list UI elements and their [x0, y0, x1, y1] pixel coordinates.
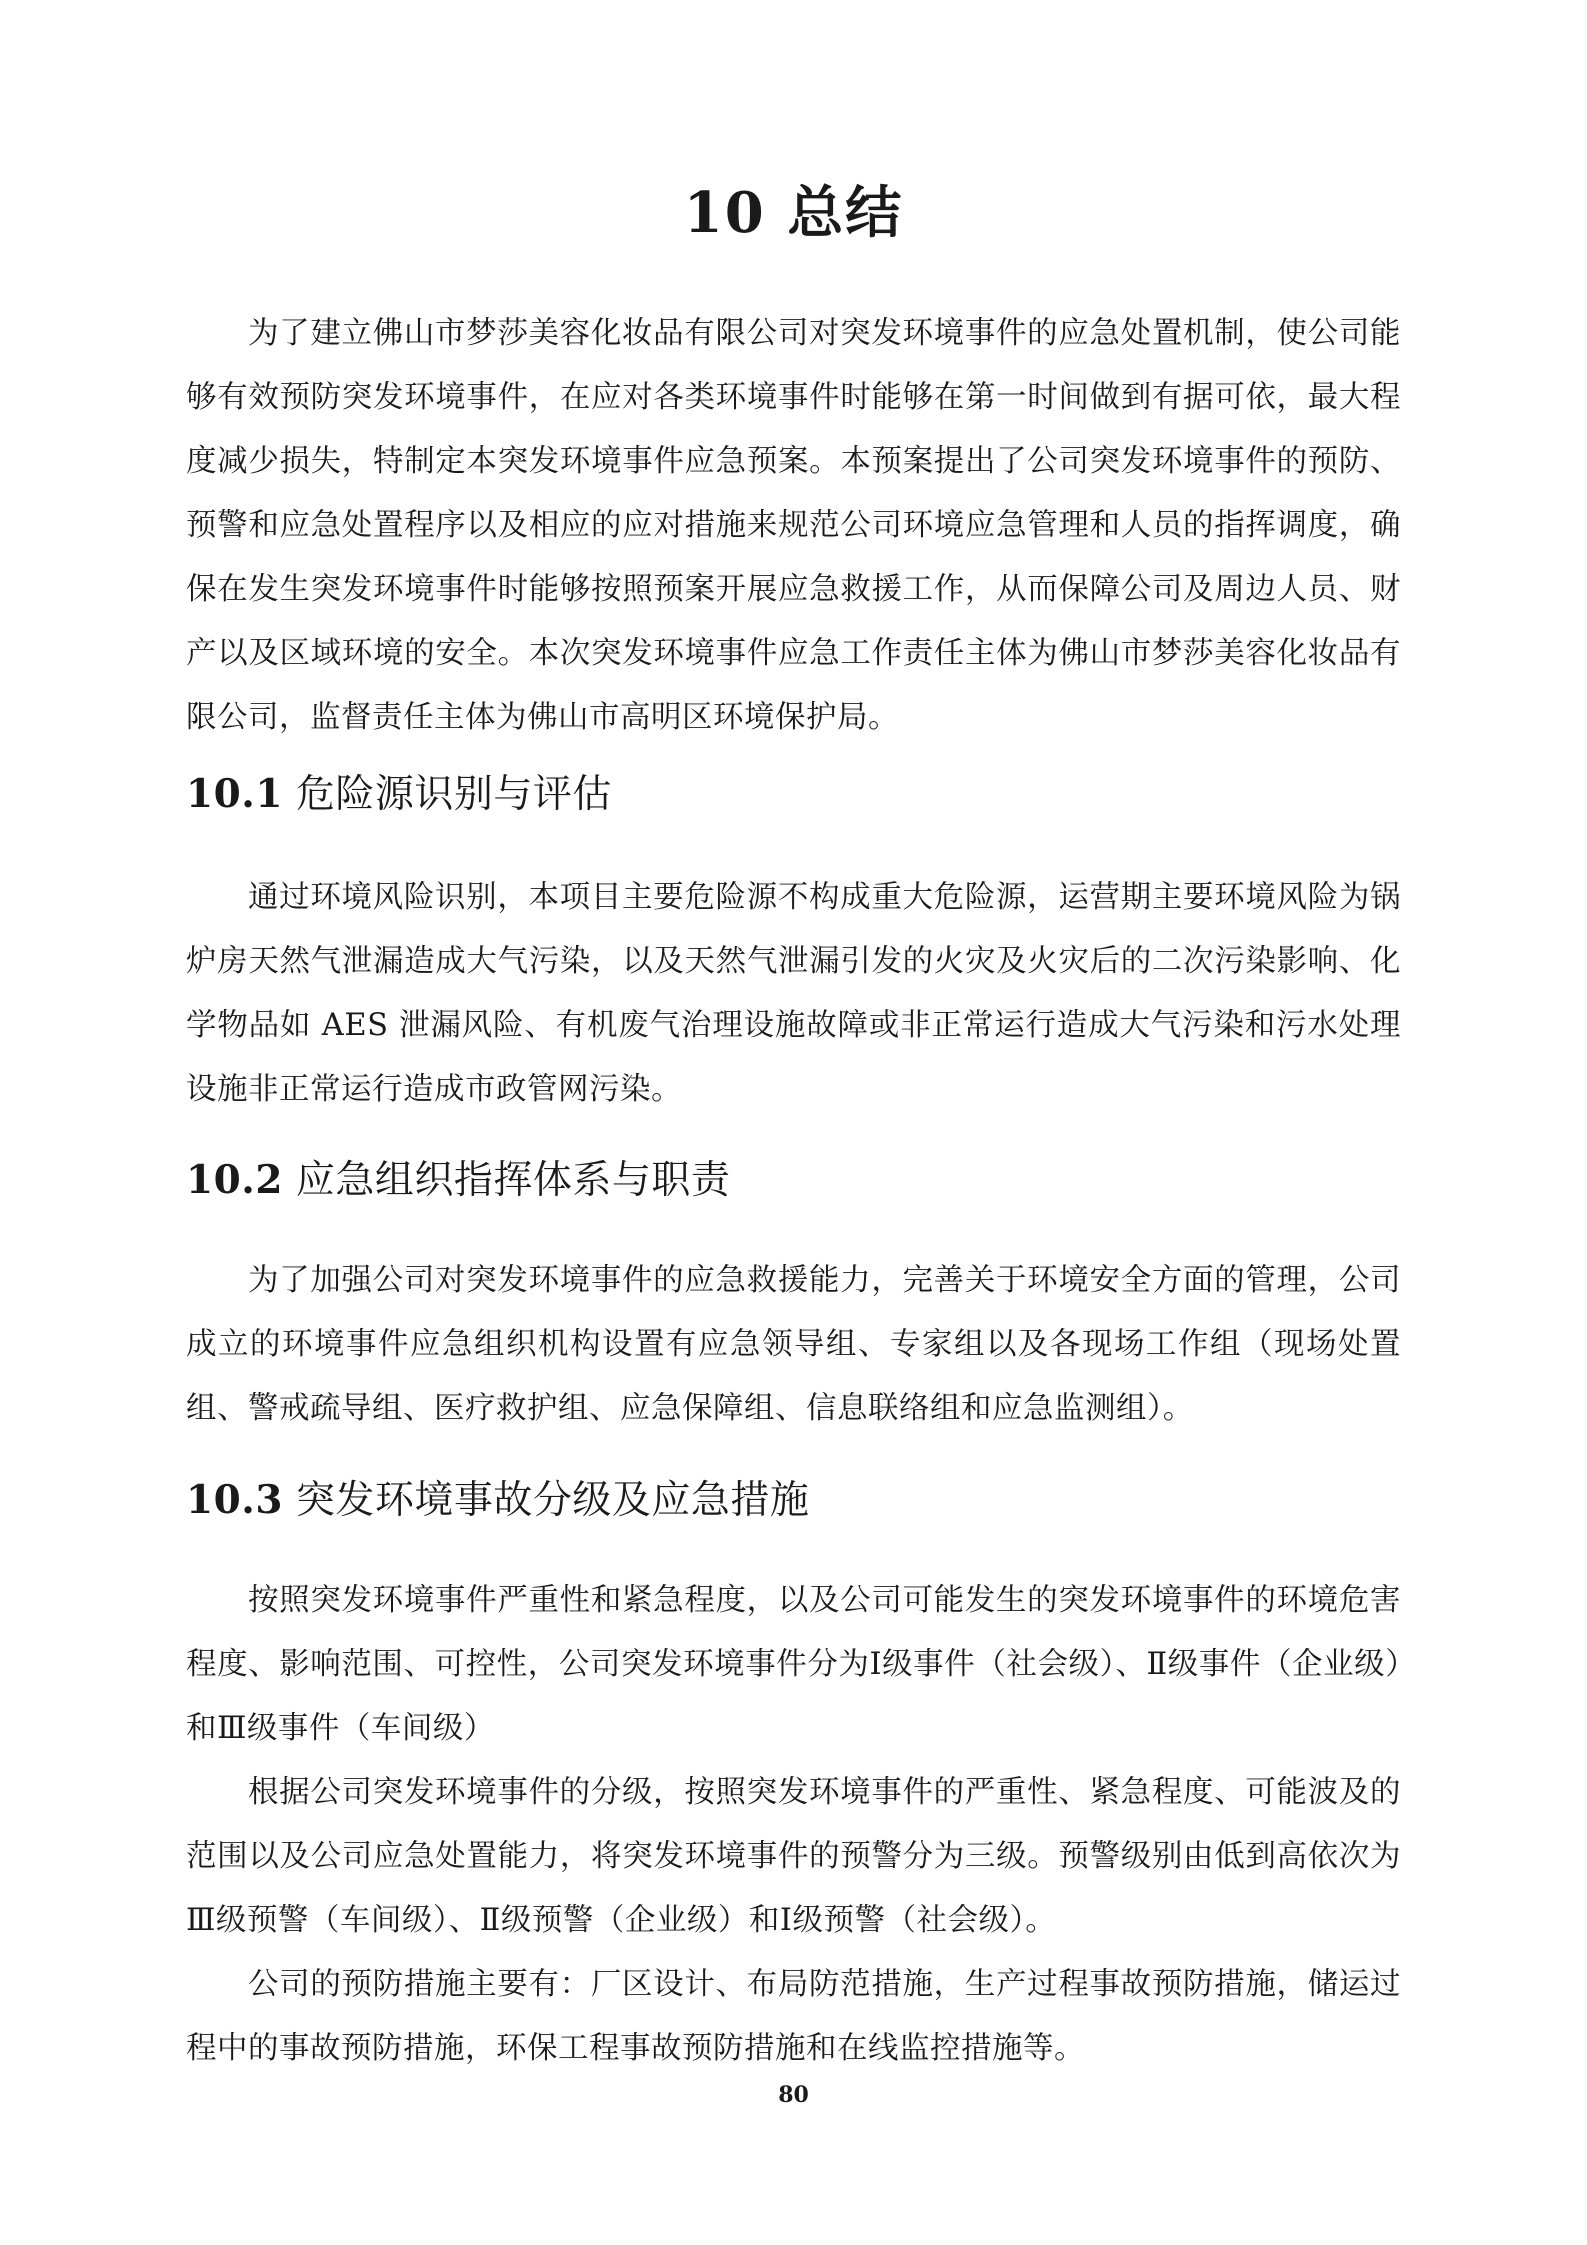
section-heading-10-3 [186, 1470, 1401, 1531]
section-10-3-paragraph-3: 公司的预防措施主要有：厂区设计、布局防范措施，生产过程事故预防措施，储运过程中的事故预防措施，环保工程事故预防措施和在线监控措施等。 [186, 1967, 1401, 2066]
section-10-1-paragraph: 通过环境风险识别，本项目主要危险源不构成重大危险源，运营期主要环境风险为锅炉房天然气泄漏造成大气污染，以及天然气泄漏引发的火灾及火灾后的二次污染影响、化学物品如 AES 泄漏风险、有机废气治理设施故障或非正常运行造成大气污染和污水处理设施非正常运行造成市政管网污染。 [186, 880, 1401, 1107]
section-heading-10-1 [186, 764, 1401, 825]
chapter-title: 10 总结 [683, 180, 904, 246]
document-page [186, 0, 1401, 2245]
section-heading-10-2 [186, 1150, 1401, 1211]
section-title: 突发环境事故分级及应急措施 [295, 1478, 810, 1523]
intro-paragraph: 为了建立佛山市梦莎美容化妆品有限公司对突发环境事件的应急处置机制，使公司能够有效预防突发环境事件，在应对各类环境事件时能够在第一时间做到有据可依，最大程度减少损失，特制定本突发环境事件应急预案。本预案提出了公司突发环境事件的预防、预警和应急处置程序以及相应的应对措施来规范公司环境应急管理和人员的指挥调度，确保在发生突发环境事件时能够按照预案开展应急救援工作，从而保障公司及周边人员、财产以及区域环境的安全。本次突发环境事件应急工作责任主体为佛山市梦莎美容化妆品有限公司，监督责任主体为佛山市高明区环境保护局。 [186, 316, 1401, 735]
page-number: 80 [778, 2082, 809, 2108]
section-10-2-paragraph: 为了加强公司对突发环境事件的应急救援能力，完善关于环境安全方面的管理，公司成立的环境事件应急组织机构设置有应急领导组、专家组以及各现场工作组（现场处置组、警戒疏导组、医疗救护组、应急保障组、信息联络组和应急监测组）。 [186, 1263, 1401, 1426]
section-title: 危险源识别与评估 [295, 772, 612, 817]
section-10-3-paragraph-1: 按照突发环境事件严重性和紧急程度，以及公司可能发生的突发环境事件的环境危害程度、影响范围、可控性，公司突发环境事件分为Ⅰ级事件（社会级）、Ⅱ级事件（企业级）和Ⅲ级事件（车间级） [186, 1583, 1401, 1746]
section-number: 10.1 [186, 771, 283, 817]
section-number: 10.2 [186, 1157, 283, 1203]
section-10-3-paragraph-2: 根据公司突发环境事件的分级，按照突发环境事件的严重性、紧急程度、可能波及的范围以及公司应急处置能力，将突发环境事件的预警分为三级。预警级别由低到高依次为Ⅲ级预警（车间级）、Ⅱ级预警（企业级）和Ⅰ级预警（社会级）。 [186, 1775, 1401, 1938]
section-title: 应急组织指挥体系与职责 [295, 1158, 731, 1203]
section-number: 10.3 [186, 1477, 283, 1523]
